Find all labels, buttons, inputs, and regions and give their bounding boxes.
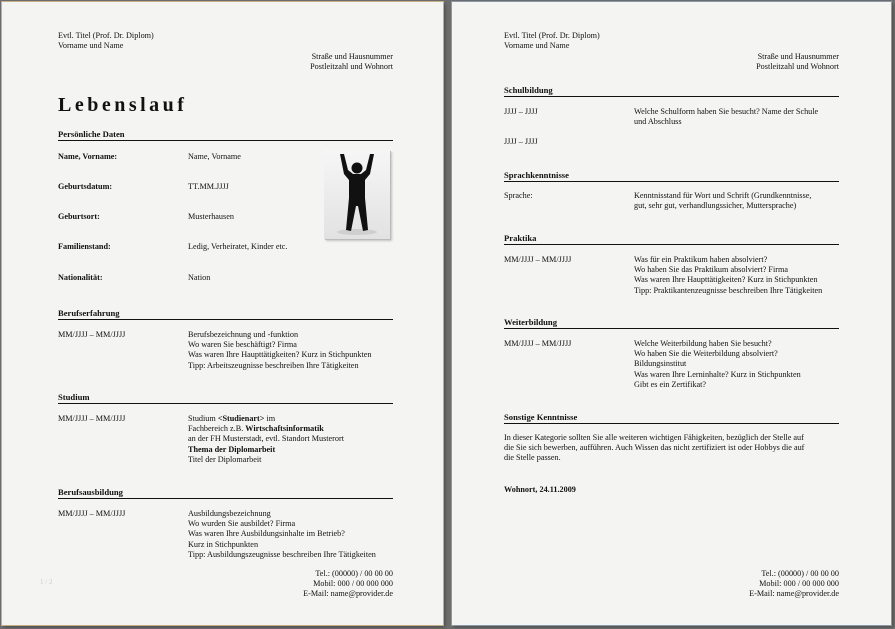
- header-city: Postleitzahl und Wohnort: [756, 62, 839, 71]
- studies-line-4: Thema der Diplomarbeit: [188, 444, 276, 454]
- value-name: Name, Vorname: [188, 152, 241, 161]
- further-education-line: Gibt es ein Zertifikat?: [634, 379, 707, 389]
- training-line: Ausbildungsbezeichnung: [188, 509, 271, 518]
- experience-line: Tipp: Arbeitszeugnisse beschreiben Ihre Tätigkeiten: [188, 360, 359, 370]
- studies-text: Studium: [188, 414, 218, 423]
- training-details: [188, 509, 376, 560]
- training-line: Tipp: Ausbildungszeugnisse beschreiben Ihre Tätigkeiten: [188, 549, 376, 559]
- label-name: Name, Vorname:: [58, 152, 118, 161]
- value-birthdate: TT.MM.JJJJ: [188, 182, 229, 191]
- doc-title: Lebenslauf: [58, 94, 188, 116]
- studies-type: <Studienart>: [217, 414, 265, 423]
- label-nationality: Nationalität:: [58, 273, 103, 282]
- school-date-1: JJJJ – JJJJ: [504, 107, 538, 116]
- internship-details: [634, 255, 822, 296]
- further-education-line: Wo haben Sie die Weiterbildung absolviert?: [634, 349, 778, 359]
- footer-mobile: Mobil: 000 / 00 000 000: [759, 579, 839, 588]
- footer-mobile: Mobil: 000 / 00 000 000: [313, 579, 393, 588]
- further-education-line: Welche Weiterbildung haben Sie besucht?: [634, 339, 772, 348]
- value-birthplace: Musterhausen: [188, 212, 234, 221]
- studies-line-5: Titel der Diplomarbeit: [188, 454, 262, 464]
- resume-page-2: [452, 2, 891, 625]
- further-education-line: Bildungsinstitut: [634, 359, 687, 369]
- internship-line: Was für ein Praktikum haben absolviert?: [634, 255, 768, 264]
- other-skills-line: die Sie sich bewerben, aufführen. Auch Wissen das nicht zertifiziert ist oder Hobbys die auf: [504, 443, 805, 453]
- training-date: MM/JJJJ – MM/JJJJ: [58, 509, 126, 518]
- section-heading-studies: Studium: [58, 392, 393, 404]
- section-heading-internships: Praktika: [504, 233, 839, 245]
- page-watermark: 1 / 2: [40, 578, 53, 586]
- header-name-line: Vorname und Name: [58, 41, 124, 50]
- place-and-date: Wohnort, 24.11.2009: [504, 485, 576, 494]
- section-heading-other-skills: Sonstige Kenntnisse: [504, 412, 839, 424]
- section-heading-school: Schulbildung: [504, 85, 839, 97]
- header-street: Straße und Hausnummer: [757, 52, 839, 61]
- studies-line-3: an der FH Musterstadt, evtl. Standort Musterort: [188, 434, 344, 444]
- school-line: Welche Schulform haben Sie besucht? Name der Schule: [634, 107, 819, 116]
- label-marital: Familienstand:: [58, 242, 111, 251]
- experience-line: Berufsbezeichnung und -funktion: [188, 330, 299, 339]
- other-skills-text: [504, 433, 804, 464]
- school-details: [634, 107, 818, 127]
- training-line: Wo wurden Sie ausbildet? Firma: [188, 519, 296, 529]
- section-heading-experience: Berufserfahrung: [58, 308, 393, 320]
- language-line: gut, sehr gut, verhandlungssicher, Muttersprache): [634, 201, 797, 211]
- experience-line: Was waren Ihre Haupttätigkeiten? Kurz in Stichpunkten: [188, 350, 372, 360]
- studies-line-2: [188, 424, 344, 434]
- experience-details: [188, 330, 372, 371]
- other-skills-line: die Stelle passen.: [504, 453, 561, 463]
- header-street: Straße und Hausnummer: [311, 52, 393, 61]
- header-city: Postleitzahl und Wohnort: [310, 62, 393, 71]
- internship-line: Was waren Ihre Haupttätigkeiten? Kurz in Stichpunkten: [634, 275, 818, 285]
- section-heading-languages: Sprachkenntnisse: [504, 170, 839, 182]
- footer-tel: Tel.: (00000) / 00 00 00: [315, 569, 393, 578]
- label-birthplace: Geburtsort:: [58, 212, 100, 221]
- studies-field: Wirtschaftsinformatik: [245, 424, 324, 434]
- header-name-line: Vorname und Name: [504, 41, 570, 50]
- further-education-date: MM/JJJJ – MM/JJJJ: [504, 339, 572, 348]
- studies-line-1: [188, 414, 344, 424]
- footer-email: E-Mail: name@provider.de: [749, 589, 839, 598]
- resume-page-1: [2, 2, 443, 625]
- studies-date: MM/JJJJ – MM/JJJJ: [58, 414, 126, 423]
- section-heading-personal: Persönliche Daten: [58, 129, 393, 141]
- language-line: Kenntnisstand für Wort und Schrift (Grundkenntnisse,: [634, 191, 812, 200]
- language-label: Sprache:: [504, 191, 533, 200]
- language-details: [634, 191, 811, 211]
- header-title-line: Evtl. Titel (Prof. Dr. Diplom): [504, 31, 600, 40]
- school-date-2: JJJJ – JJJJ: [504, 137, 538, 146]
- studies-text: Fachbereich z.B.: [188, 424, 246, 434]
- value-nationality: Nation: [188, 273, 211, 282]
- profile-photo: [324, 150, 390, 239]
- other-skills-line: In dieser Kategorie sollten Sie alle weiteren wichtigen Fähigkeiten, bezüglich der Stelle auf: [504, 433, 804, 442]
- header-title-line: Evtl. Titel (Prof. Dr. Diplom): [58, 31, 154, 40]
- internship-line: Wo haben Sie das Praktikum absolviert? Firma: [634, 265, 788, 275]
- section-heading-further-education: Weiterbildung: [504, 317, 839, 329]
- training-line: Kurz in Stichpunkten: [188, 539, 259, 549]
- experience-date: MM/JJJJ – MM/JJJJ: [58, 330, 126, 339]
- further-education-details: [634, 339, 801, 390]
- person-silhouette-icon: [324, 150, 390, 239]
- studies-details: [188, 414, 344, 465]
- studies-text: im: [264, 414, 276, 423]
- footer-email: E-Mail: name@provider.de: [303, 589, 393, 598]
- experience-line: Wo waren Sie beschäftigt? Firma: [188, 340, 297, 350]
- value-marital: Ledig, Verheiratet, Kinder etc.: [188, 242, 288, 251]
- further-education-line: Was waren Ihre Lerninhalte? Kurz in Stichpunkten: [634, 369, 801, 379]
- section-heading-training: Berufsausbildung: [58, 487, 393, 499]
- internship-date: MM/JJJJ – MM/JJJJ: [504, 255, 572, 264]
- footer-tel: Tel.: (00000) / 00 00 00: [761, 569, 839, 578]
- internship-line: Tipp: Praktikantenzeugnisse beschreiben Ihre Tätigkeiten: [634, 285, 823, 295]
- school-line: und Abschluss: [634, 117, 682, 127]
- label-birthdate: Geburtsdatum:: [58, 182, 113, 191]
- training-line: Was waren Ihre Ausbildungsinhalte im Betrieb?: [188, 529, 345, 539]
